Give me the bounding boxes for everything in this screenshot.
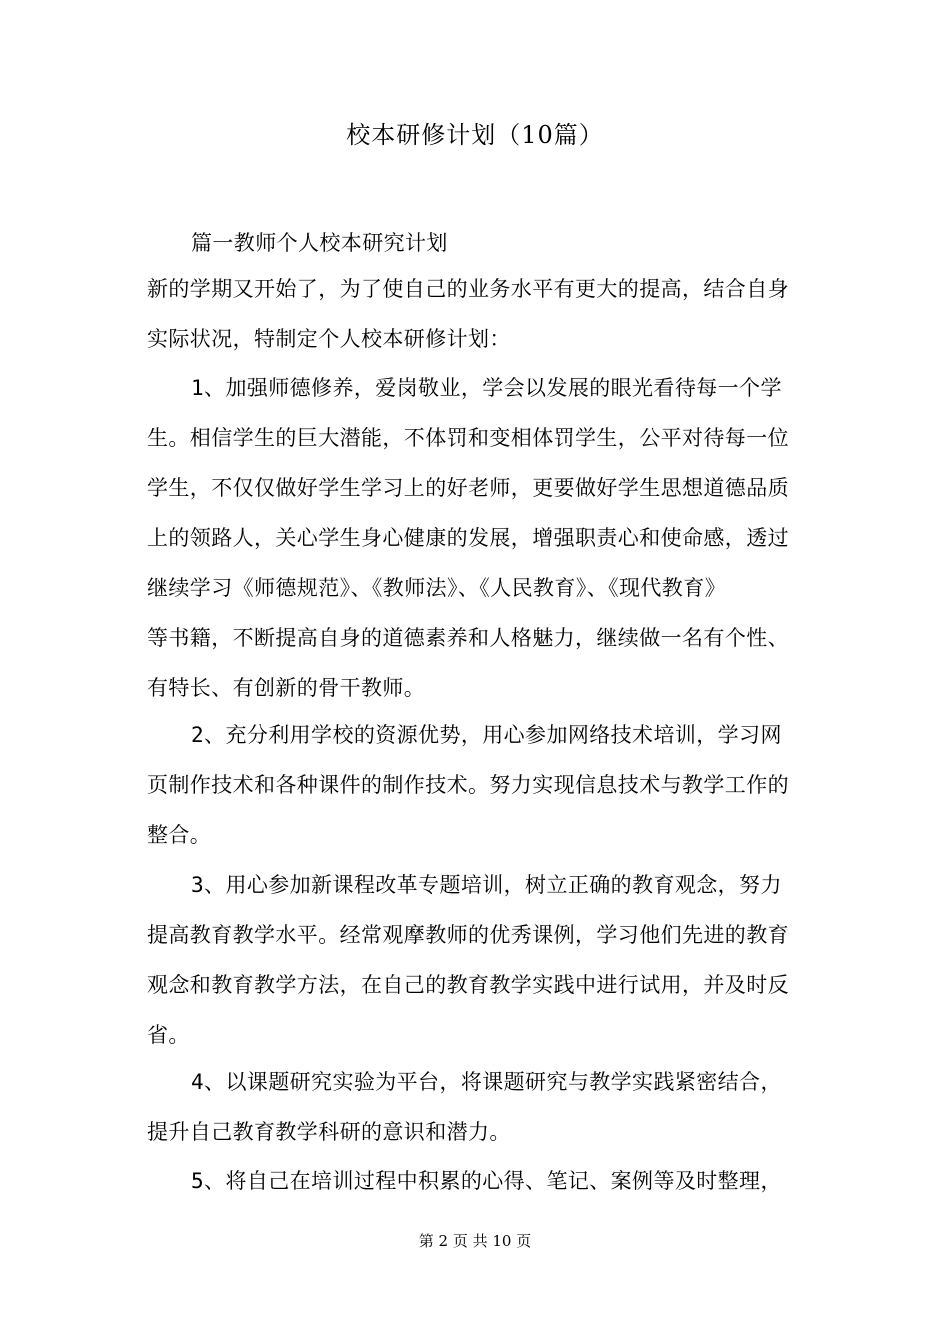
text-line: 省。 (147, 1023, 190, 1047)
paragraph-item-2 (147, 710, 807, 860)
section-heading: 篇一教师个人校本研究计划 (191, 231, 448, 255)
paragraph-item-5 (147, 1156, 807, 1206)
text-line: 上的领路人，关心学生身心健康的发展，增强职责心和使命感，透过 (147, 526, 789, 550)
text-line: 整合。 (147, 823, 212, 847)
text-line: 有特长、有创新的骨干教师。 (147, 676, 426, 700)
paragraph-item-3 (147, 860, 807, 1060)
text-line: 新的学期又开始了，为了使自己的业务水平有更大的提高，结合自身 (147, 277, 789, 301)
text-line: 提升自己教育教学科研的意识和潜力。 (147, 1120, 511, 1144)
text-line: 生。相信学生的巨大潜能，不体罚和变相体罚学生，公平对待每一位 (147, 426, 789, 450)
text-line: 1、加强师德修养，爱岗敬业，学会以发展的眼光看待每一个学 (191, 376, 782, 400)
text-line: 等书籍，不断提高自身的道德素养和人格魅力，继续做一名有个性、 (147, 626, 789, 650)
text-line: 观念和教育教学方法，在自己的教育教学实践中进行试用，并及时反 (147, 973, 789, 997)
text-line: 学生，不仅仅做好学生学习上的好老师，更要做好学生思想道德品质 (147, 476, 789, 500)
paragraph-item-4 (147, 1057, 807, 1157)
page-number-footer: 第 2 页 共 10 页 (418, 1232, 532, 1250)
text-line: 页制作技术和各种课件的制作技术。努力实现信息技术与教学工作的 (147, 773, 789, 797)
text-line: 提高教育教学水平。经常观摩教师的优秀课例，学习他们先进的教育 (147, 923, 789, 947)
text-line: 实际状况，特制定个人校本研修计划： (147, 327, 511, 351)
paragraph-intro (147, 264, 807, 364)
text-line: 5、将自己在培训过程中积累的心得、笔记、案例等及时整理， (191, 1169, 782, 1193)
text-line: 2、充分利用学校的资源优势，用心参加网络技术培训，学习网 (191, 723, 782, 747)
document-title: 校本研修计划（10篇） (346, 121, 604, 149)
text-line: 3、用心参加新课程改革专题培训，树立正确的教育观念，努力 (191, 873, 782, 897)
section-heading-block (147, 218, 807, 268)
paragraph-item-1 (147, 363, 807, 713)
text-line: 继续学习《师德规范》、《教师法》、《人民教育》、《现代教育》 (147, 576, 726, 600)
text-line: 4、以课题研究实验为平台，将课题研究与教学实践紧密结合， (191, 1070, 782, 1094)
